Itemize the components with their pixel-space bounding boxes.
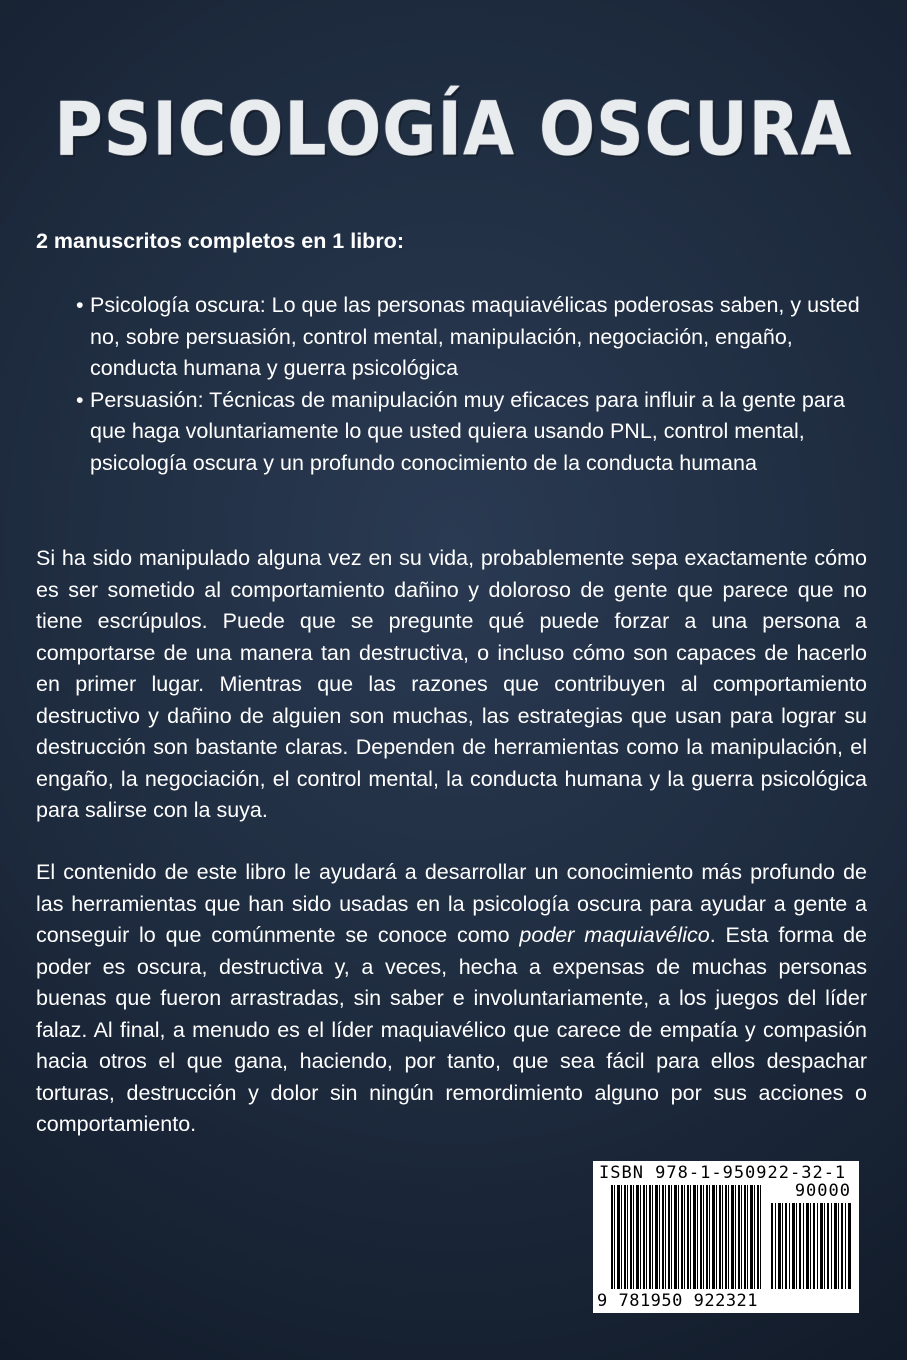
paragraph-2-text-start: El contenido de este libro le ayudará a desarrollar un conocimiento más profundo de las herramientas que han sido usadas en la psicología oscura para ayudar a gente a conseguir lo que comúnmente se conoce como [36, 860, 867, 947]
barcode-addon-bars [771, 1203, 851, 1289]
barcode-addon-number: 90000 [794, 1181, 851, 1201]
manuscript-list [76, 290, 866, 479]
isbn-barcode [593, 1161, 859, 1313]
paragraph-2-text-end: . Esta forma de poder es oscura, destructiva y, a veces, hecha a expensas de muchas personas buenas que fueron arrastradas, sin saber e involuntariamente, a los juegos del líder falaz. Al final, a menudo es el líder maquiavélico que carece de empatía y compasión hacia otros el que gana, haciendo, por tanto, que sea fácil para ellos despachar torturas, destrucción y dolor sin ningún remordimiento alguno por sus acciones o comportamiento. [36, 923, 867, 1136]
ean-number: 9 781950 922321 [597, 1291, 759, 1311]
barcode-bars [611, 1185, 763, 1289]
list-item: • Persuasión: Técnicas de manipulación muy eficaces para influir a la gente para que haga voluntariamente lo que usted quiera usando PNL, control mental, psicología oscura y un profundo conocimiento de la conducta humana [76, 385, 866, 480]
description-paragraph-1: Si ha sido manipulado alguna vez en su vida, probablemente sepa exactamente cómo es ser sometido al comportamiento dañino y doloroso de gente que parece que no tiene escrúpulos. Puede que se pregunte qué puede forzar a una persona a comportarse de una manera tan destructiva, o incluso cómo son capaces de hacerlo en primer lugar. Mientras que las razones que contribuyen al comportamiento destructivo y dañino de alguien son muchas, las estrategias que usan para lograr su destrucción son bastante claras. Dependen de herramientas como la manipulación, el engaño, la negociación, el control mental, la conducta humana y la guerra psicológica para salirse con la suya. [36, 546, 867, 822]
paragraph-2-emphasis: poder maquiavélico [519, 923, 710, 947]
isbn-label: ISBN 978-1-950922-32-1 [599, 1163, 847, 1183]
list-item: • Psicología oscura: Lo que las personas maquiavélicas poderosas saben, y usted no, sobre persuasión, control mental, manipulación, negociación, engaño, conducta humana y guerra psicológica [76, 290, 866, 385]
description-paragraph-2 [36, 857, 867, 1141]
book-title: PSICOLOGÍA OSCURA [54, 86, 853, 173]
intro-line: 2 manuscritos completos en 1 libro: [36, 229, 404, 253]
